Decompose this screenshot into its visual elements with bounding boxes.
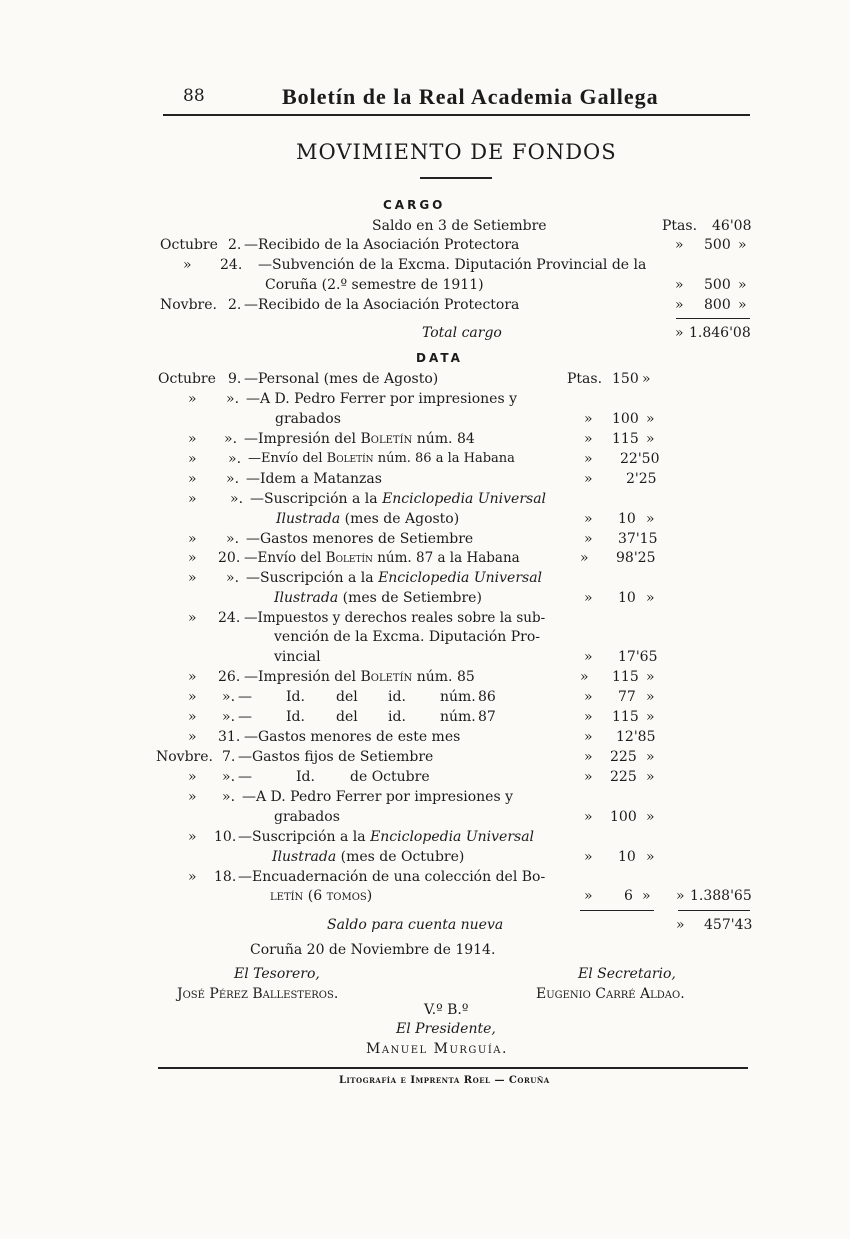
entry-dash: — <box>238 689 252 705</box>
entry-cont: grabados <box>275 411 341 427</box>
entry-text: —Envío del Boletín núm. 86 a la Habana <box>248 451 515 466</box>
ditto-mark: » <box>584 729 593 745</box>
entry-day: 7. <box>222 749 236 765</box>
cargo-row-day: 24. <box>220 257 243 273</box>
ditto-mark: » <box>188 769 197 785</box>
ditto-mark: » <box>584 769 593 785</box>
entry-amount: 115 <box>612 669 639 685</box>
entry-amount: 77 <box>618 689 636 705</box>
entry-text: —Envío del Boletín núm. 87 a la Habana <box>244 550 520 566</box>
ditto-mark: » <box>584 888 593 904</box>
entry-day: 24. <box>218 610 241 626</box>
entry-day: 18. <box>214 869 237 885</box>
printer-imprint: Litografía e Imprenta Roel — Coruña <box>339 1075 550 1086</box>
ditto-mark: » <box>188 471 197 487</box>
ditto-mark: » <box>188 491 197 507</box>
ditto-mark: » <box>646 809 655 825</box>
ditto-mark: » <box>584 511 593 527</box>
ditto-mark: » <box>646 849 655 865</box>
saldo-label: Saldo para cuenta nueva <box>327 917 504 933</box>
page-title: MOVIMIENTO DE FONDOS <box>296 140 617 164</box>
data-heading: DATA <box>416 351 463 365</box>
entry-text: de Octubre <box>350 769 430 785</box>
entry-month: Novbre. <box>156 749 213 765</box>
page-number: 88 <box>183 86 205 106</box>
ditto-mark: » <box>584 411 593 427</box>
entry-day: ». <box>224 431 238 447</box>
entry-text: —Impuestos y derechos reales sobre la sub- <box>244 610 546 626</box>
ditto-mark: » <box>646 431 655 447</box>
ditto-mark: » <box>675 237 684 253</box>
entry-num: núm. <box>440 689 476 705</box>
cargo-total-amount: 1.846'08 <box>689 325 751 341</box>
ditto-mark: » <box>188 550 197 566</box>
ditto-mark: » <box>738 297 747 313</box>
cargo-row-text: —Recibido de la Asociación Protectora <box>244 297 520 313</box>
ditto-mark: » <box>584 471 593 487</box>
cargo-saldo-amount: 46'08 <box>712 218 752 234</box>
entry-day: ». <box>222 769 236 785</box>
ditto-mark: » <box>580 550 589 566</box>
entry-cont: letín (6 tomos) <box>270 888 373 904</box>
ditto-mark: » <box>188 869 197 885</box>
entry-id: Id. <box>286 709 305 725</box>
entry-cont: vención de la Excma. Diputación Pro- <box>274 629 541 645</box>
ditto-mark: » <box>188 729 197 745</box>
entry-amount: 2'25 <box>626 471 657 487</box>
ditto-mark: » <box>675 297 684 313</box>
ditto-mark: » <box>188 789 197 805</box>
ditto-mark: » <box>646 669 655 685</box>
ditto-mark: » <box>188 709 197 725</box>
entry-text: —Gastos fijos de Setiembre <box>238 749 434 765</box>
entry-dash: — <box>238 769 252 785</box>
entry-text: —Encuadernación de una colección del Bo- <box>238 869 546 885</box>
entry-month: Octubre <box>158 371 216 387</box>
ditto-mark: » <box>584 689 593 705</box>
cargo-total-label: Total cargo <box>422 325 502 341</box>
ditto-mark: » <box>646 769 655 785</box>
entry-amount: 6 <box>624 888 633 904</box>
cargo-row-amount: 800 <box>704 297 731 313</box>
entry-text: —A D. Pedro Ferrer por impresiones y <box>242 789 514 805</box>
entry-number: 86 <box>478 689 496 705</box>
entry-day: ». <box>222 789 236 805</box>
entry-amount: 37'15 <box>618 531 658 547</box>
ditto-mark: » <box>646 709 655 725</box>
entry-text: —Suscripción a la Enciclopedia Universal <box>250 491 547 507</box>
ditto-mark: » <box>188 451 197 467</box>
entry-text: —Personal (mes de Agosto) <box>244 371 439 387</box>
entry-id: Id. <box>296 769 315 785</box>
entry-amount: 100 <box>612 411 639 427</box>
cargo-row-day: 2. <box>228 237 242 253</box>
ditto-mark: » <box>580 669 589 685</box>
entry-day: ». <box>226 391 240 407</box>
ditto-mark: » <box>584 749 593 765</box>
entry-amount: 10 <box>618 849 636 865</box>
ditto-mark: » <box>188 829 197 845</box>
ditto-mark: » <box>188 570 197 586</box>
entry-del: del <box>336 709 358 725</box>
ditto-mark: » <box>584 590 593 606</box>
ditto-mark: » <box>675 277 684 293</box>
ditto-mark: » <box>676 888 685 904</box>
ditto-mark: » <box>188 431 197 447</box>
ditto-mark: » <box>738 237 747 253</box>
sum-rule <box>676 318 750 319</box>
ditto-mark: » <box>646 749 655 765</box>
entry-text: —Impresión del Boletín núm. 85 <box>244 669 475 685</box>
cargo-row-cont: Coruña (2.º semestre de 1911) <box>265 277 484 293</box>
sum-rule <box>678 910 750 911</box>
cargo-row-day: 2. <box>228 297 242 313</box>
entry-cont: Ilustrada (mes de Setiembre) <box>274 590 482 606</box>
place-date: Coruña 20 de Noviembre de 1914. <box>250 942 496 958</box>
entry-text: —Gastos menores de Setiembre <box>246 531 474 547</box>
entry-day: 20. <box>218 550 241 566</box>
entry-id: id. <box>388 709 406 725</box>
ditto-mark: » <box>584 431 593 447</box>
entry-cont: grabados <box>274 809 340 825</box>
cargo-row-month: Octubre <box>160 237 218 253</box>
entry-amount: 22'50 <box>620 451 660 467</box>
entry-day: ». <box>230 491 244 507</box>
entry-text: —Suscripción a la Enciclopedia Universal <box>238 829 535 845</box>
entry-number: 87 <box>478 709 496 725</box>
sum-rule <box>580 910 654 911</box>
entry-num: núm. <box>440 709 476 725</box>
entry-amount: 10 <box>618 590 636 606</box>
entry-amount: 98'25 <box>616 550 656 566</box>
entry-text: —Gastos menores de este mes <box>244 729 461 745</box>
entry-amount: 225 <box>610 749 637 765</box>
entry-day: ». <box>222 709 236 725</box>
cargo-heading: CARGO <box>383 198 446 212</box>
entry-dash: — <box>238 709 252 725</box>
entry-day: ». <box>226 531 240 547</box>
entry-text: —A D. Pedro Ferrer por impresiones y <box>246 391 518 407</box>
entry-id: id. <box>388 689 406 705</box>
entry-unit: Ptas. <box>567 371 603 387</box>
cargo-row-month: Novbre. <box>160 297 217 313</box>
entry-amount: 150 <box>612 371 639 387</box>
ditto-mark: » <box>675 325 684 341</box>
ditto-mark: » <box>738 277 747 293</box>
entry-cont: Ilustrada (mes de Agosto) <box>276 511 460 527</box>
entry-day: ». <box>228 451 242 467</box>
entry-cont: Ilustrada (mes de Octubre) <box>272 849 465 865</box>
ditto-mark: » <box>642 888 651 904</box>
ditto-mark: » <box>188 531 197 547</box>
entry-amount: 12'85 <box>616 729 656 745</box>
entry-amount: 17'65 <box>618 649 658 665</box>
title-rule <box>420 177 492 179</box>
cargo-row-text: —Subvención de la Excma. Diputación Provincial de la <box>258 257 647 273</box>
ditto-mark: » <box>646 590 655 606</box>
header-rule <box>163 114 750 116</box>
visto-bueno: V.º B.º <box>424 1002 469 1018</box>
entry-amount: 115 <box>612 709 639 725</box>
ditto-mark: » <box>642 371 651 387</box>
cargo-row-amount: 500 <box>704 277 731 293</box>
ditto-mark: » <box>676 917 685 933</box>
entry-text: —Impresión del Boletín núm. 84 <box>244 431 475 447</box>
presidente-title: El Presidente, <box>396 1021 496 1037</box>
cargo-row-amount: 500 <box>704 237 731 253</box>
journal-title: Boletín de la Real Academia Gallega <box>282 84 659 109</box>
ditto-mark: » <box>584 531 593 547</box>
ditto-mark: » <box>646 411 655 427</box>
ditto-mark: » <box>584 709 593 725</box>
entry-day: ». <box>226 471 240 487</box>
entry-amount: 115 <box>612 431 639 447</box>
entry-day: ». <box>222 689 236 705</box>
secretario-title: El Secretario, <box>578 966 676 982</box>
ditto-mark: » <box>188 391 197 407</box>
entry-text: —Idem a Matanzas <box>246 471 382 487</box>
ditto-mark: » <box>183 257 192 273</box>
entry-id: Id. <box>286 689 305 705</box>
saldo-amount: 457'43 <box>704 917 753 933</box>
ditto-mark: » <box>188 689 197 705</box>
ditto-mark: » <box>584 849 593 865</box>
presidente-name: Manuel Murguía. <box>366 1041 508 1057</box>
entry-day: 9. <box>228 371 242 387</box>
tesorero-title: El Tesorero, <box>234 966 320 982</box>
entry-del: del <box>336 689 358 705</box>
entry-day: 26. <box>218 669 241 685</box>
ditto-mark: » <box>188 669 197 685</box>
cargo-saldo-text: Saldo en 3 de Setiembre <box>372 218 547 234</box>
tesorero-name: José Pérez Ballesteros. <box>177 986 339 1002</box>
cargo-saldo-unit: Ptas. <box>662 218 698 234</box>
entry-day: ». <box>226 570 240 586</box>
ditto-mark: » <box>646 511 655 527</box>
ditto-mark: » <box>584 809 593 825</box>
ditto-mark: » <box>646 689 655 705</box>
ditto-mark: » <box>584 649 593 665</box>
entry-day: 31. <box>218 729 241 745</box>
ditto-mark: » <box>584 451 593 467</box>
entry-cont: vincial <box>274 649 321 665</box>
entry-day: 10. <box>214 829 237 845</box>
entry-amount: 100 <box>610 809 637 825</box>
entry-text: —Suscripción a la Enciclopedia Universal <box>246 570 543 586</box>
entry-amount: 10 <box>618 511 636 527</box>
cargo-row-text: —Recibido de la Asociación Protectora <box>244 237 520 253</box>
secretario-name: Eugenio Carré Aldao. <box>536 986 685 1002</box>
entry-amount: 225 <box>610 769 637 785</box>
ditto-mark: » <box>188 610 197 626</box>
footer-rule <box>158 1067 748 1069</box>
data-total-amount: 1.388'65 <box>690 888 752 904</box>
